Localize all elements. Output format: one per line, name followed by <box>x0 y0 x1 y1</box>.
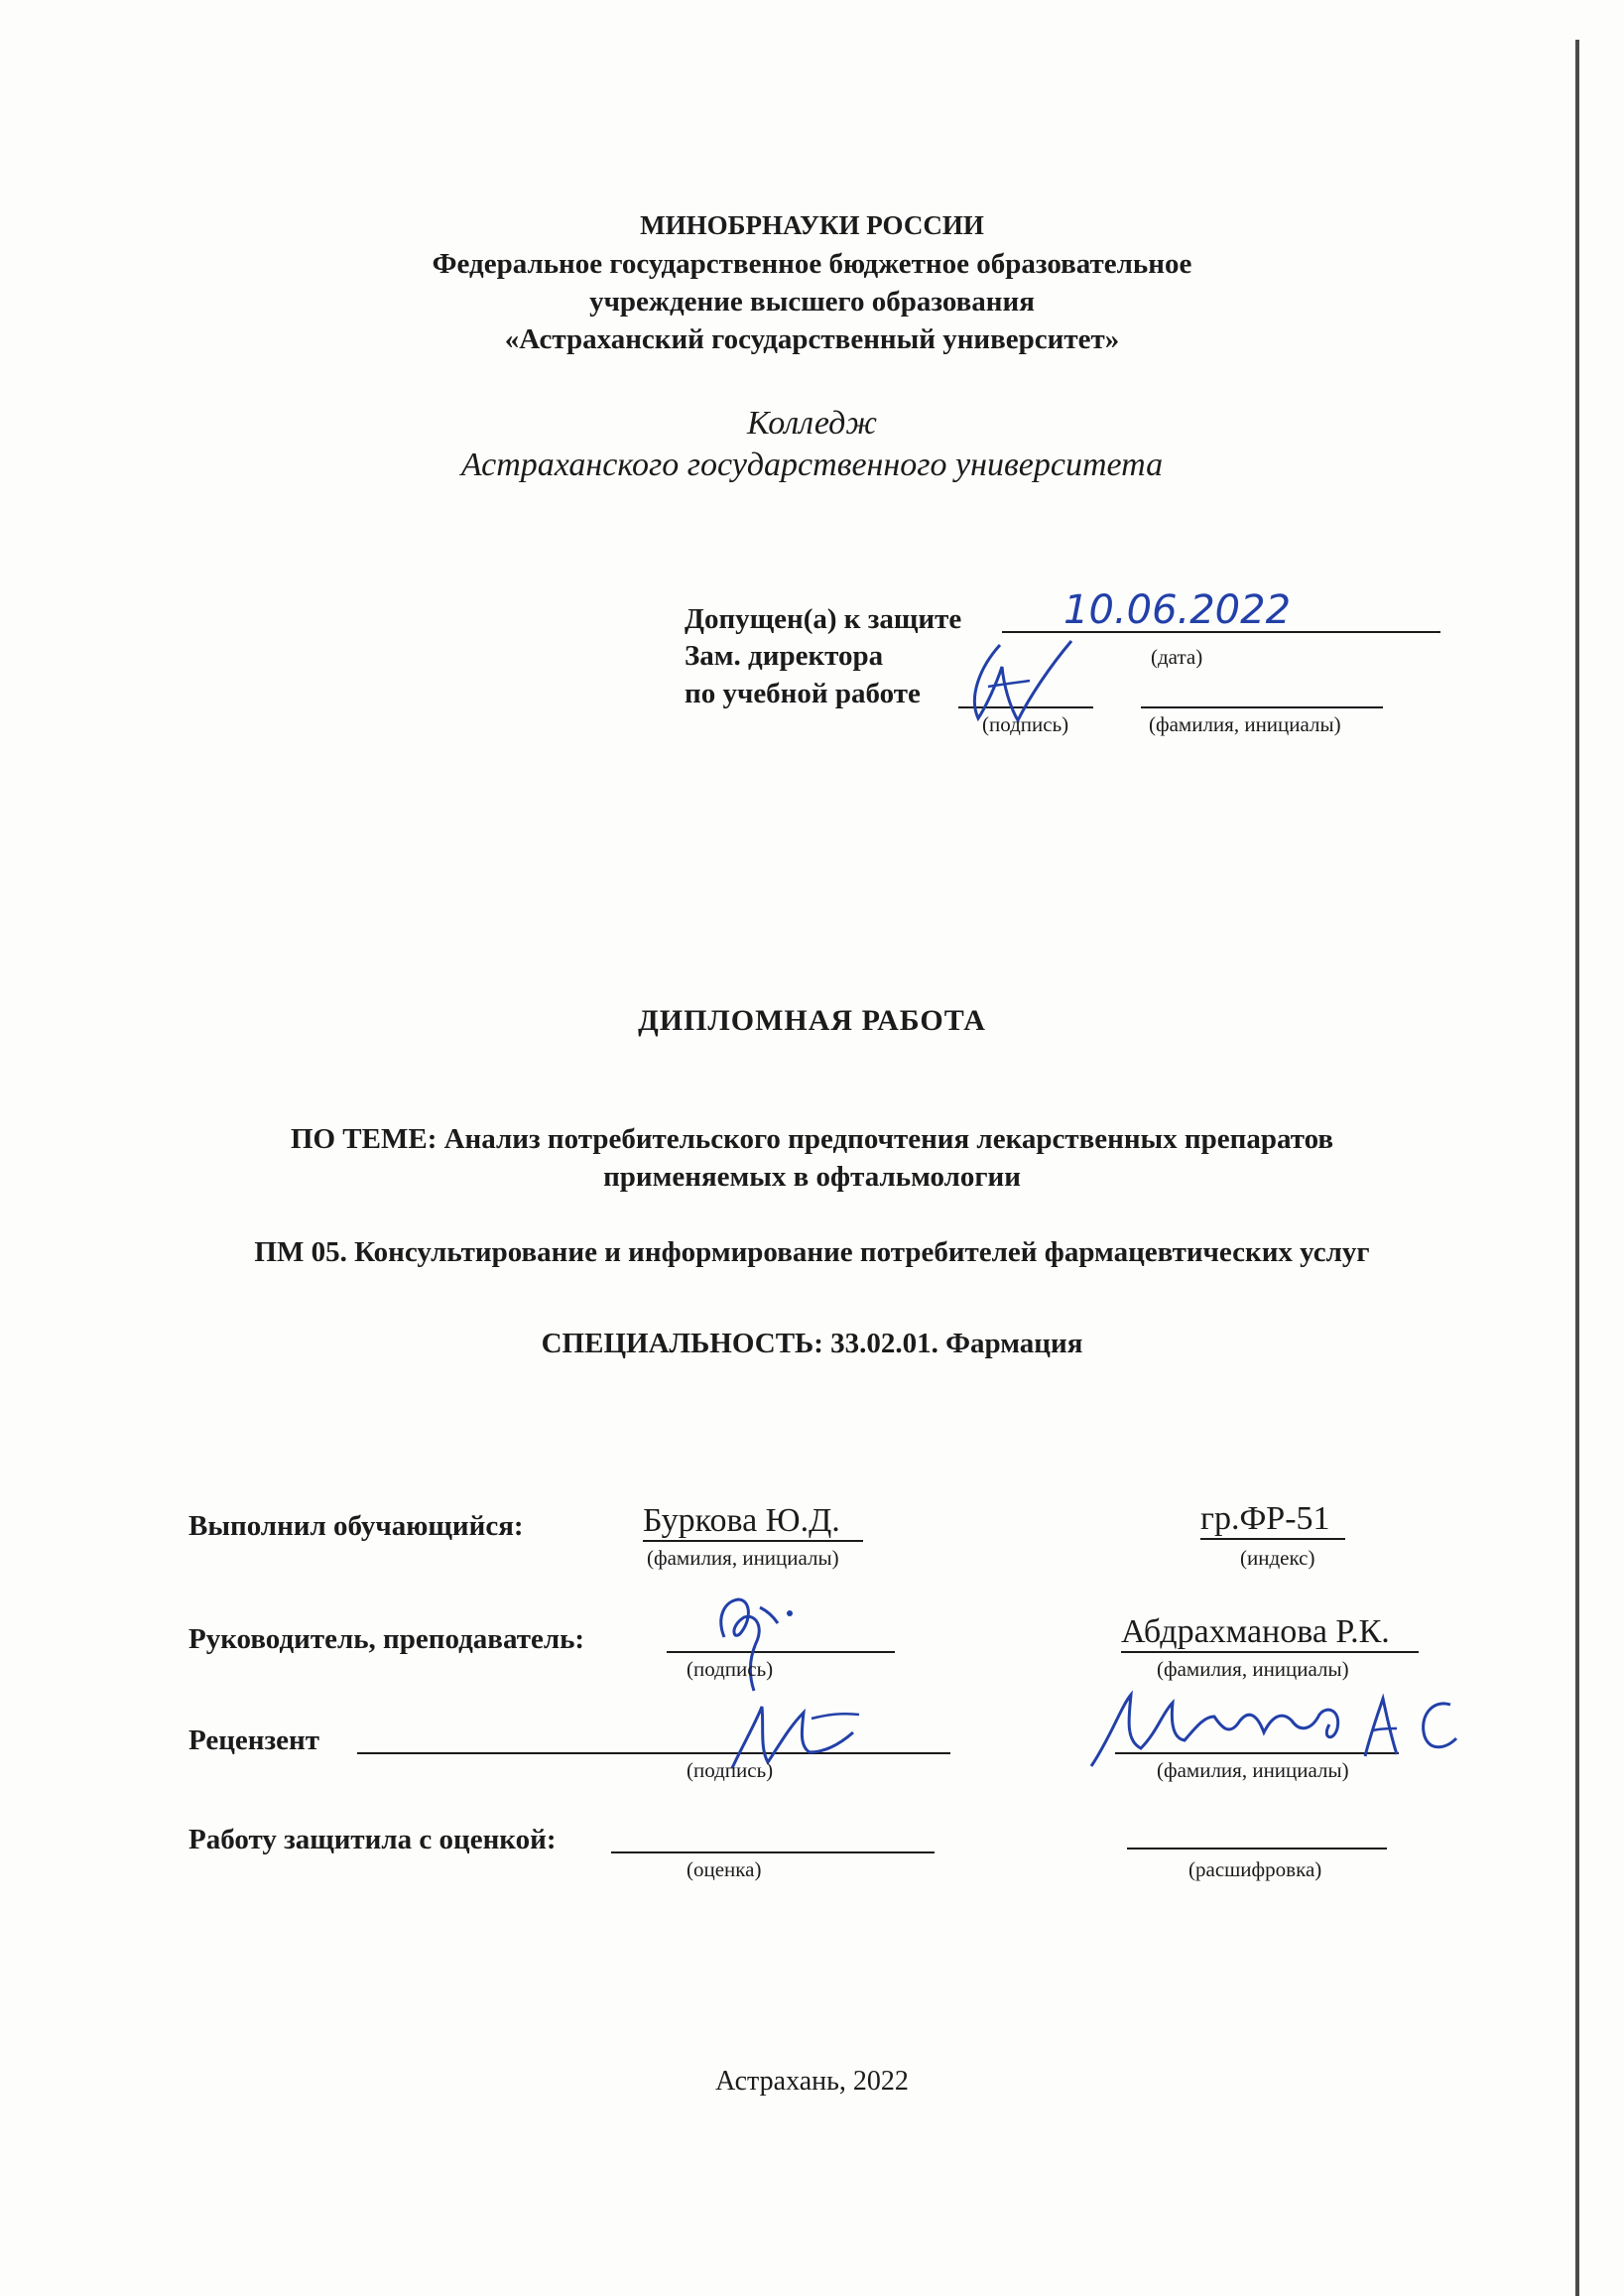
student-name-caption: (фамилия, инициалы) <box>647 1546 839 1570</box>
org-line-1: Федеральное государственное бюджетное образовательное <box>432 248 1192 280</box>
deputy-signature-caption: (подпись) <box>982 712 1069 736</box>
city-year: Астрахань, 2022 <box>715 2066 909 2097</box>
deputy-name-line <box>1141 706 1383 708</box>
group-underline <box>1200 1538 1345 1540</box>
org-line-2: учреждение высшего образования <box>589 286 1035 318</box>
reviewer-signature-caption: (подпись) <box>687 1758 774 1782</box>
decode-caption: (расшифровка) <box>1188 1857 1322 1881</box>
group-caption: (индекс) <box>1240 1546 1315 1570</box>
grade-caption: (оценка) <box>687 1857 762 1881</box>
reviewer-label: Рецензент <box>188 1724 319 1756</box>
supervisor-name-caption: (фамилия, инициалы) <box>1157 1657 1349 1681</box>
deputy-name-caption: (фамилия, инициалы) <box>1149 712 1341 736</box>
student-label: Выполнил обучающийся: <box>188 1510 524 1542</box>
grade-line <box>611 1851 935 1853</box>
student-name: Буркова Ю.Д. <box>643 1502 840 1539</box>
org-line-3: «Астраханский государственный университет» <box>504 323 1120 355</box>
admitted-date: 10.06.2022 <box>1063 587 1292 633</box>
document-type: ДИПЛОМНАЯ РАБОТА <box>638 1004 986 1037</box>
ministry-heading: МИНОБРНАУКИ РОССИИ <box>640 210 984 240</box>
grade-label: Работу защитила с оценкой: <box>188 1824 557 1855</box>
deputy-label: Зам. директора <box>685 640 884 672</box>
date-caption: (дата) <box>1151 645 1203 669</box>
admitted-label: Допущен(а) к защите <box>685 603 962 635</box>
module-line: ПМ 05. Консультирование и информирование потребителей фармацевтических услуг <box>254 1236 1370 1268</box>
supervisor-signature-caption: (подпись) <box>687 1657 774 1681</box>
student-name-underline <box>643 1540 863 1542</box>
reviewer-name-caption: (фамилия, инициалы) <box>1157 1758 1349 1782</box>
college-line-1: Колледж <box>746 405 877 442</box>
decode-line <box>1127 1848 1387 1850</box>
supervisor-name: Абдрахманова Р.К. <box>1121 1613 1390 1650</box>
work-label: по учебной работе <box>685 678 921 709</box>
topic-line-1: ПО ТЕМЕ: Анализ потребительского предпочтения лекарственных препаратов <box>290 1123 1334 1155</box>
topic-line-2: применяемых в офтальмологии <box>603 1161 1021 1193</box>
college-line-2: Астраханского государственного университета <box>460 446 1164 483</box>
supervisor-label: Руководитель, преподаватель: <box>188 1623 585 1655</box>
supervisor-name-underline <box>1121 1651 1419 1653</box>
specialty-line: СПЕЦИАЛЬНОСТЬ: 33.02.01. Фармация <box>541 1328 1083 1359</box>
group-index: гр.ФР-51 <box>1200 1500 1330 1537</box>
